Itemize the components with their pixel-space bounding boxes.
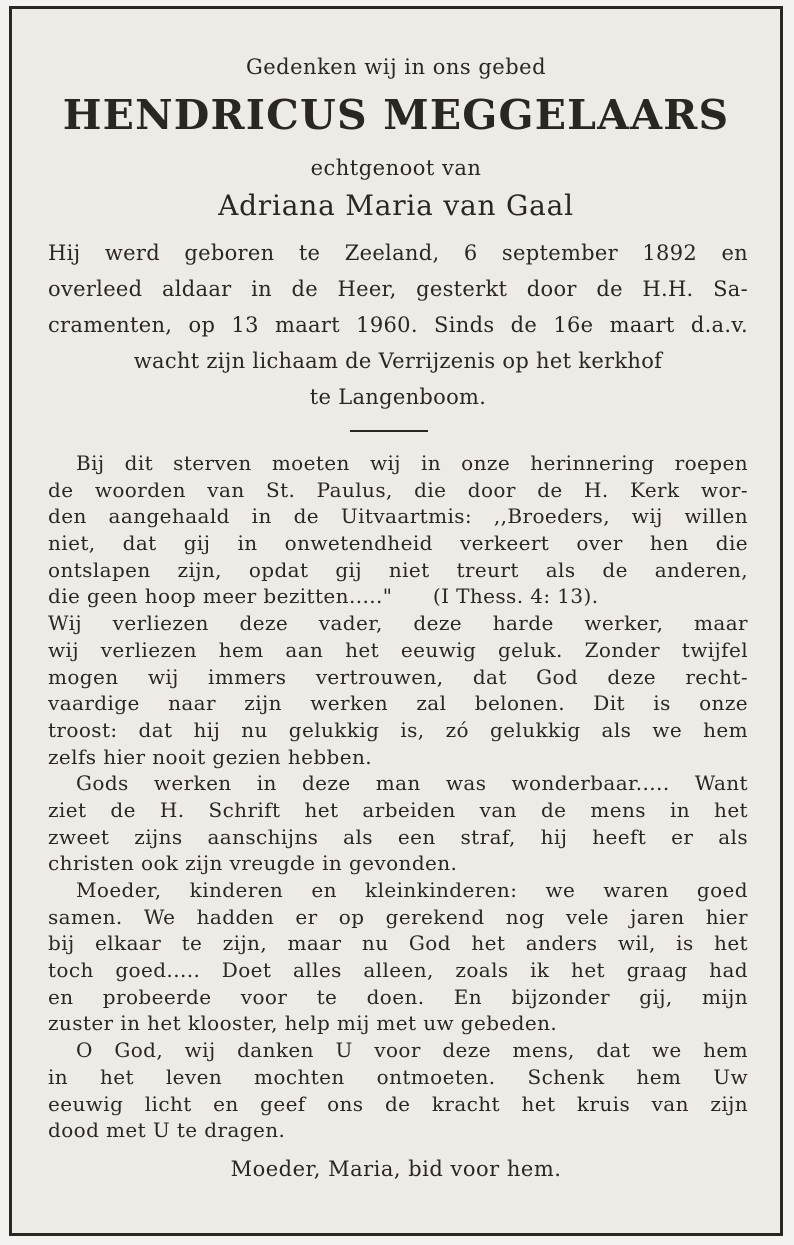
text-line: toch goed..... Doet alles alleen, zoals ik het graag had [48,958,748,983]
text-line: wij verliezen hem aan het eeuwig geluk. Zonder twijfel [48,637,748,662]
birth-line: overleed aldaar in de Heer, gesterkt door de H.H. Sa- [48,277,748,301]
text-line: niet, dat gij in onwetendheid verkeert over hen die [48,531,748,556]
text-line: vaardige naar zijn werken zal belonen. Dit is onze [48,691,748,716]
text-line: ontslapen zijn, opdat gij niet treurt als de anderen, [48,557,748,582]
birth-line: Hij werd geboren te Zeeland, 6 september 1892 en [48,241,748,265]
text-line: Gods werken in deze man was wonderbaar..... Want [76,771,748,796]
text-line: Bij dit sterven moeten wij in onze herinnering roepen [76,451,748,475]
memorial-card [9,6,783,1236]
text-line: in het leven mochten ontmoeten. Schenk hem Uw [48,1064,748,1089]
text-line: die geen hoop meer bezitten....." (I Thess. 4: 13). [48,584,599,609]
spouse-label: echtgenoot van [310,156,482,180]
text-line: dood met U te dragen. [48,1118,286,1143]
text-line: bij elkaar te zijn, maar nu God het anders wil, is het [48,931,748,956]
deceased-name: HENDRICUS MEGGELAARS [62,91,730,139]
text-line: zelfs hier nooit gezien hebben. [48,744,373,769]
text-line: O God, wij danken U voor deze mens, dat we hem [76,1038,748,1063]
spouse-name: Adriana Maria van Gaal [218,189,574,222]
text-line: troost: dat hij nu gelukkig is, zó gelukkig als we hem [48,717,748,742]
birth-line: wacht zijn lichaam de Verrijzenis op het kerkhof [133,349,663,373]
text-line: eeuwig licht en geef ons de kracht het kruis van zijn [48,1091,748,1116]
text-line: samen. We hadden er op gerekend nog vele jaren hier [48,904,748,929]
text-line: mogen wij immers vertrouwen, dat God deze recht- [48,664,748,689]
divider [350,430,428,432]
reflection-text [48,450,748,1144]
birth-line: cramenten, op 13 maart 1960. Sinds de 16e maart d.a.v. [48,313,748,337]
birth-line: te Langenboom. [309,385,487,409]
closing-prayer: Moeder, Maria, bid voor hem. [230,1157,562,1181]
text-line: de woorden van St. Paulus, die door de H. Kerk wor- [48,477,748,502]
intro-line: Gedenken wij in ons gebed [245,55,547,79]
text-line: Wij verliezen deze vader, deze harde werker, maar [48,611,748,636]
text-line: en probeerde voor te doen. En bijzonder gij, mijn [48,984,748,1009]
birth-death-paragraph [48,235,748,415]
text-line: zweet zijns aanschijns als een straf, hij heeft er als [48,824,748,849]
text-line: zuster in het klooster, help mij met uw gebeden. [48,1011,558,1036]
text-line: den aangehaald in de Uitvaartmis: ,,Broeders, wij willen [48,504,748,529]
text-line: christen ook zijn vreugde in gevonden. [48,851,458,876]
text-line: ziet de H. Schrift het arbeiden van de mens in het [48,797,748,822]
text-line: Moeder, kinderen en kleinkinderen: we waren goed [76,878,748,902]
